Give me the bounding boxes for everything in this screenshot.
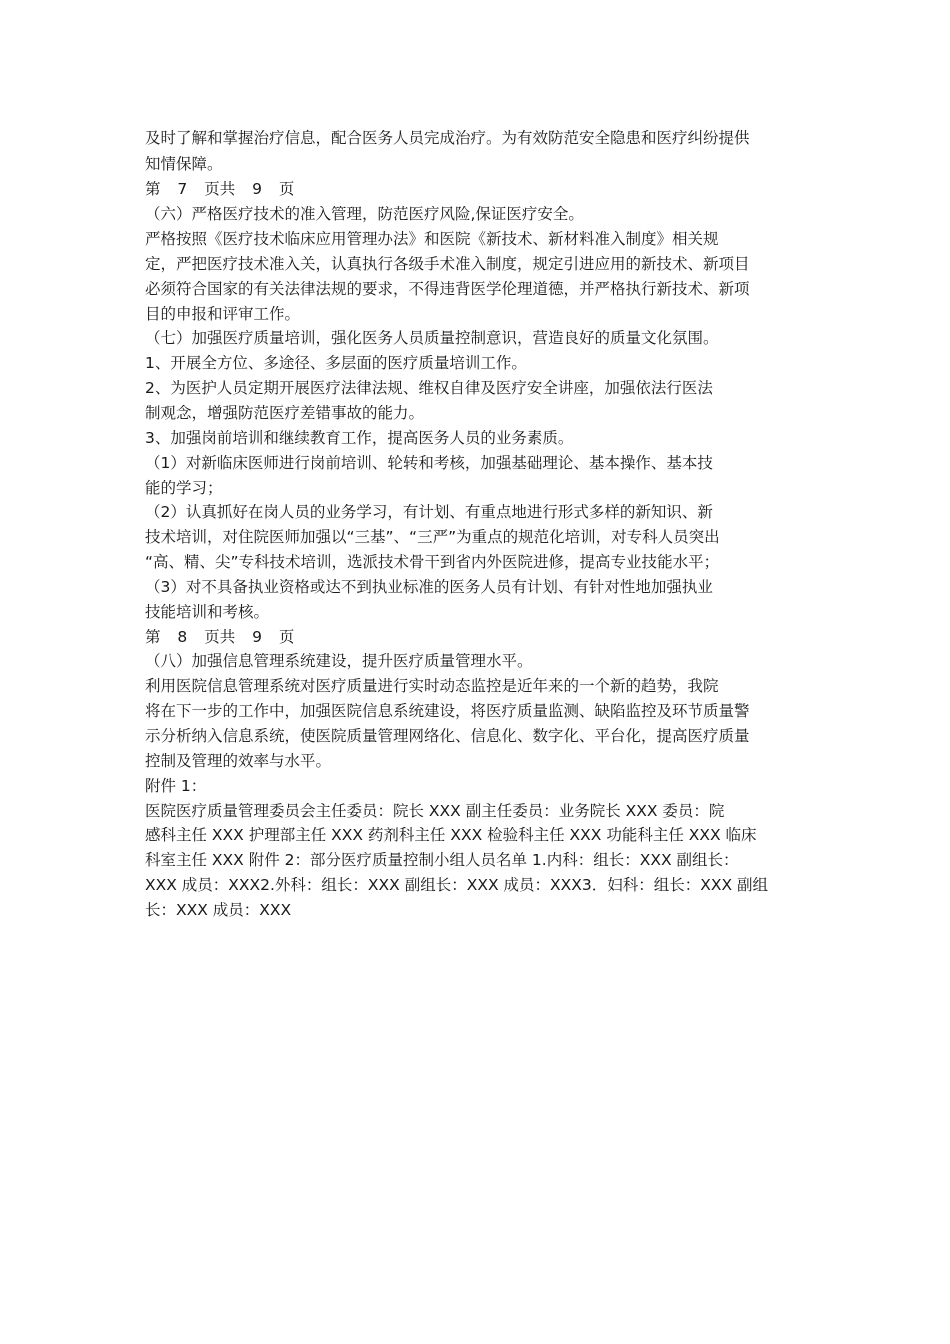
appendix-label: 附件 1： — [145, 777, 207, 795]
paragraph-line: 制观念，增强防范医疗差错事故的能力。 — [145, 404, 425, 422]
page-number: 第 7 页共 9 页 — [145, 180, 295, 198]
list-item: 3、加强岗前培训和继续教育工作，提高医务人员的业务素质。 — [145, 429, 574, 447]
list-item: 2、为医护人员定期开展医疗法律法规、维权自律及医疗安全讲座，加强依法行医法 — [145, 379, 713, 397]
list-item: 1、开展全方位、多途径、多层面的医疗质量培训工作。 — [145, 354, 527, 372]
paragraph-line: 必须符合国家的有关法律法规的要求，不得违背医学伦理道德，并严格执行新技术、新项 — [145, 280, 750, 298]
paragraph-line: 控制及管理的效率与水平。 — [145, 752, 332, 770]
paragraph-line: 严格按照《医疗技术临床应用管理办法》和医院《新技术、新材料准入制度》相关规 — [145, 230, 719, 248]
page-number: 第 8 页共 9 页 — [145, 628, 295, 646]
paragraph-line: 目的申报和评审工作。 — [145, 305, 301, 323]
paragraph-line: 感科主任 XXX 护理部主任 XXX 药剂科主任 XXX 检验科主任 XXX 功能科主任 XXX 临床 — [145, 826, 757, 844]
list-item: （2）认真抓好在岗人员的业务学习，有计划、有重点地进行形式多样的新知识、新 — [145, 503, 713, 521]
list-item: （1）对新临床医师进行岗前培训、轮转和考核，加强基础理论、基本操作、基本技 — [145, 454, 713, 472]
paragraph-line: 示分析纳入信息系统，使医院质量管理网络化、信息化、数字化、平台化，提高医疗质量 — [145, 727, 750, 745]
paragraph-line: 知情保障。 — [145, 155, 223, 173]
section-heading: （八）加强信息管理系统建设，提升医疗质量管理水平。 — [145, 652, 533, 670]
paragraph-line: XXX 成员：XXX2.外科：组长：XXX 副组长：XXX 成员：XXX3．妇科：组长：XXX 副组 — [145, 876, 768, 894]
paragraph-line: 及时了解和掌握治疗信息，配合医务人员完成治疗。为有效防范安全隐患和医疗纠纷提供 — [145, 129, 750, 147]
paragraph-line: 利用医院信息管理系统对医疗质量进行实时动态监控是近年来的一个新的趋势，我院 — [145, 677, 719, 695]
section-heading: （六）严格医疗技术的准入管理，防范医疗风险,保证医疗安全。 — [145, 205, 584, 223]
paragraph-line: 科室主任 XXX 附件 2：部分医疗质量控制小组人员名单 1.内科：组长：XXX 副组长： — [145, 851, 739, 869]
paragraph-line: 将在下一步的工作中，加强医院信息系统建设，将医疗质量监测、缺陷监控及环节质量警 — [145, 702, 750, 720]
paragraph-line: “高、精、尖”专科技术培训，选派技术骨干到省内外医院进修，提高专业技能水平； — [145, 553, 720, 571]
section-heading: （七）加强医疗质量培训，强化医务人员质量控制意识，营造良好的质量文化氛围。 — [145, 329, 719, 347]
paragraph-line: 长：XXX 成员：XXX — [145, 901, 292, 919]
paragraph-line: 技术培训，对住院医师加强以“三基”、“三严”为重点的规范化培训，对专科人员突出 — [145, 528, 720, 546]
list-item: （3）对不具备执业资格或达不到执业标准的医务人员有计划、有针对性地加强执业 — [145, 578, 713, 596]
paragraph-line: 医院医疗质量管理委员会主任委员：院长 XXX 副主任委员：业务院长 XXX 委员：院 — [145, 802, 725, 820]
paragraph-line: 定，严把医疗技术准入关，认真执行各级手术准入制度，规定引进应用的新技术、新项目 — [145, 255, 750, 273]
paragraph-line: 能的学习； — [145, 479, 223, 497]
paragraph-line: 技能培训和考核。 — [145, 603, 270, 621]
